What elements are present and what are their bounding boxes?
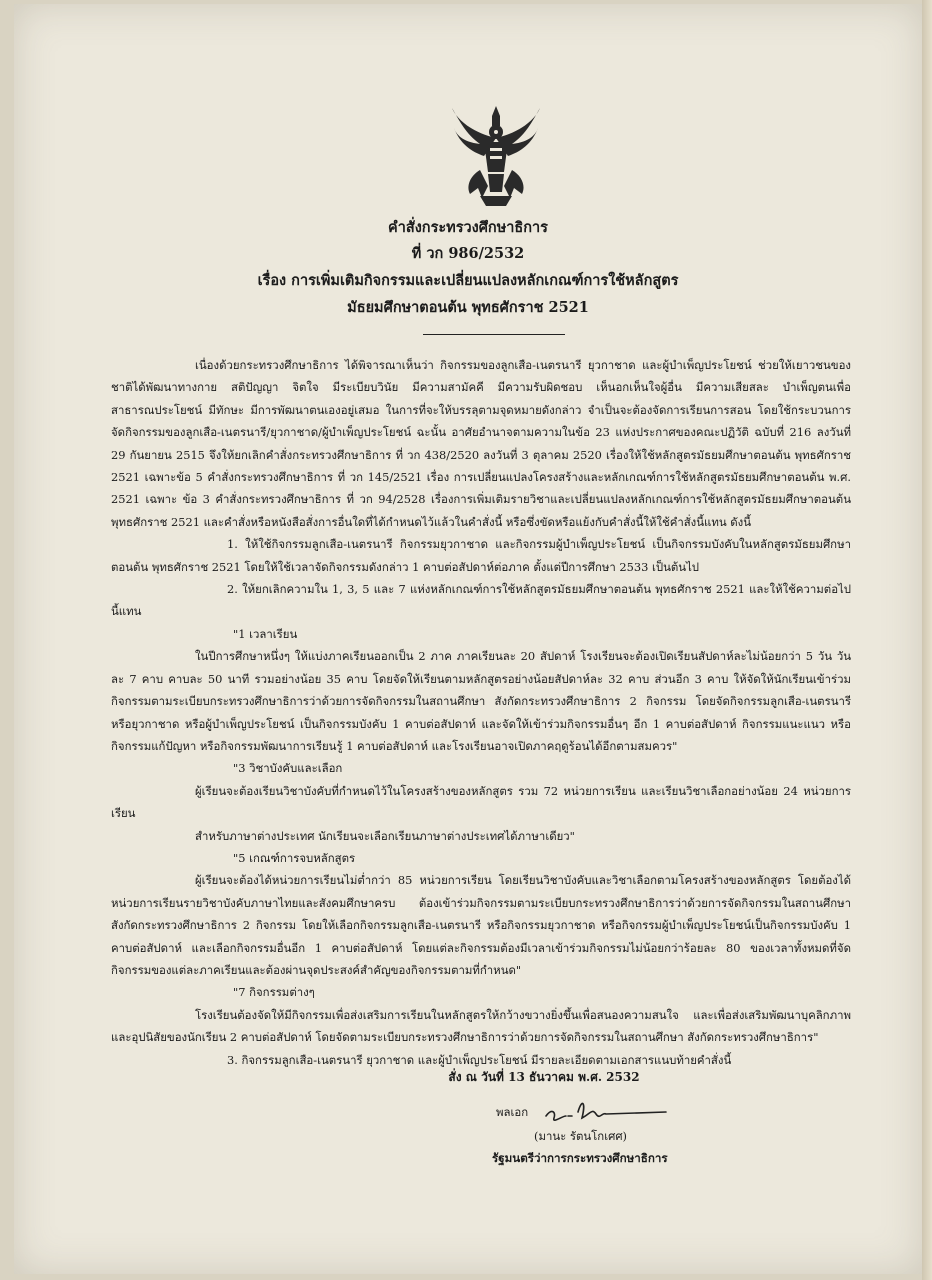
section-5-text: ผู้เรียนจะต้องได้หน่วยการเรียนไม่ต่ำกว่า 85 หน่วยการเรียน โดยเรียนวิชาบังคับและวิชาเลือกตามโครงสร้างของหลักสูตร โดยต้องได้หน่วยการเรียนรายวิชาบังคับภาษาไทยและสังคมศึกษาครบ ต้องเข้าร่วมกิจกรรมตามระเบียบกระทรวงศึกษาธิการว่าด้วยการจัดกิจกรรมในสถานศึกษา สังกัดกระทรวงศึกษาธิการ 2 กิจกรรม โดยให้เลือกกิจกรรมลูกเสือ-เนตรนารี หรือกิจกรรมยุวกาชาด หรือกิจกรรมผู้บำเพ็ญประโยชน์เป็นกิจกรรมบังคับ 1 คาบต่อสัปดาห์ และเลือกกิจกรรมอื่นอีก 1 คาบต่อสัปดาห์ โดยแต่ละกิจกรรมต้องมีเวลาเข้าร่วมกิจกรรมไม่น้อยกว่าร้อยละ 80 ของเวลาทั้งหมดที่จัดกิจกรรมของแต่ละภาคเรียนและต้องผ่านจุดประสงค์สำคัญของกิจกรรมตามที่กำหนด"	[111, 873, 851, 977]
order-body	[111, 354, 851, 1071]
section-3-text: ผู้เรียนจะต้องเรียนวิชาบังคับที่กำหนดไว้ในโครงสร้างของหลักสูตร รวม 72 หน่วยการเรียน และเรียนวิชาเลือกอย่างน้อย 24 หน่วยการเรียน	[111, 783, 851, 821]
signatory-name: (มานะ รัตนโกเศศ)	[534, 1129, 627, 1143]
section-1-text: ในปีการศึกษาหนึ่งๆ ให้แบ่งภาคเรียนออกเป็น 2 ภาค ภาคเรียนละ 20 สัปดาห์ โรงเรียนจะต้องเปิดเรียนสัปดาห์ละไม่น้อยกว่า 5 วัน วันละ 7 คาบ คาบละ 50 นาที รวมอย่างน้อย 35 คาบ โดยจัดให้เรียนตามหลักสูตรอย่างน้อยสัปดาห์ละ 32 คาบ ส่วนอีก 3 คาบ ให้จัดให้นักเรียนเข้าร่วมกิจกรรมตามระเบียบกระทรวงศึกษาธิการว่าด้วยการจัดกิจกรรมในสถานศึกษา สังกัดกระทรวงศึกษาธิการ 2 กิจกรรม โดยจัดกิจกรรมลูกเสือ-เนตรนารี หรือยุวกาชาด หรือผู้บำเพ็ญประโยชน์ เป็นกิจกรรมบังคับ 1 คาบต่อสัปดาห์ และจัดให้เข้าร่วมกิจกรรมอื่นๆ อีก 1 คาบต่อสัปดาห์ กิจกรรมแนะแนว หรือกิจกรรมแก้ปัญหา หรือกิจกรรมพัฒนาการเรียนรู้ 1 คาบต่อสัปดาห์ และโรงเรียนอาจเปิดภาคฤดูร้อนได้อีกตามสมควร"	[111, 649, 851, 753]
section-3-text-2: สำหรับภาษาต่างประเทศ นักเรียนจะเลือกเรียนภาษาต่างประเทศได้ภาษาเดียว"	[195, 828, 575, 843]
garuda-emblem-icon	[450, 104, 542, 208]
ministry-order-title: คำสั่งกระทรวงศึกษาธิการ	[388, 219, 548, 236]
intro-paragraph: เนื่องด้วยกระทรวงศึกษาธิการ ได้พิจารณาเห็นว่า กิจกรรมของลูกเสือ-เนตรนารี ยุวกาชาด และผู้บำเพ็ญประโยชน์ ช่วยให้เยาวชนของชาติได้พัฒนาทางกาย สติปัญญา จิตใจ มีระเบียบวินัย มีความสามัคคี มีความรับผิดชอบ เห็นอกเห็นใจผู้อื่น มีความเสียสละ บำเพ็ญตนเพื่อสาธารณประโยชน์ มีทักษะ มีการพัฒนาตนเองอยู่เสมอ ในการที่จะให้บรรลุตามจุดหมายดังกล่าว จำเป็นจะต้องจัดการเรียนการสอน โดยใช้กระบวนการจัดกิจกรรมของลูกเสือ-เนตรนารี/ยุวกาชาด/ผู้บำเพ็ญประโยชน์ ฉะนั้น อาศัยอำนาจตามความในข้อ 23 แห่งประกาศของคณะปฏิวัติ ฉบับที่ 216 ลงวันที่ 29 กันยายน 2515 จึงให้ยกเลิกคำสั่งกระทรวงศึกษาธิการ ที่ วก 438/2520 ลงวันที่ 3 ตุลาคม 2520 เรื่องให้ใช้หลักสูตรมัธยมศึกษาตอนต้น พุทธศักราช 2521 เฉพาะข้อ 5 คำสั่งกระทรวงศึกษาธิการ ที่ วก 145/2521 เรื่อง การเปลี่ยนแปลงโครงสร้างและหลักเกณฑ์การใช้หลักสูตรมัธยมศึกษาตอนต้น พ.ศ. 2521 เฉพาะ ข้อ 3 คำสั่งกระทรวงศึกษาธิการ ที่ วก 94/2528 เรื่องการเพิ่มเติมรายวิชาและเปลี่ยนแปลงหลักเกณฑ์การใช้หลักสูตรมัธยมศึกษาตอนต้น พุทธศักราช 2521 และคำสั่งหรือหนังสือสั่งการอื่นใดที่ได้กำหนดไว้แล้วในคำสั่งนี้ หรือซึ่งขัดหรือแย้งกับคำสั่งนี้ให้ใช้คำสั่งนี้แทน ดังนี้	[111, 358, 851, 529]
subject-line-2: มัธยมศึกษาตอนต้น พุทธศักราช 2521	[347, 299, 589, 316]
item-3: 3. กิจกรรมลูกเสือ-เนตรนารี ยุวกาชาด และผู้บำเพ็ญประโยชน์ มีรายละเอียดตามเอกสารแนบท้ายคำสั่งนี้	[227, 1052, 732, 1067]
section-1-title: "1 เวลาเรียน	[233, 626, 298, 641]
section-7-title: "7 กิจกรรมต่างๆ	[233, 985, 315, 1000]
document-page	[14, 4, 922, 1274]
section-3-title: "3 วิชาบังคับและเลือก	[233, 761, 343, 776]
title-divider	[423, 334, 565, 335]
signatory-title: รัฐมนตรีว่าการกระทรวงศึกษาธิการ	[492, 1151, 668, 1165]
section-5-title: "5 เกณฑ์การจบหลักสูตร	[233, 850, 356, 865]
section-7-text: โรงเรียนต้องจัดให้มีกิจกรรมเพื่อส่งเสริมการเรียนในหลักสูตรให้กว้างขวางยิ่งขึ้นเพื่อสนองความสนใจ และเพื่อส่งเสริมพัฒนาบุคลิกภาพและอุปนิสัยของนักเรียน 2 คาบต่อสัปดาห์ โดยจัดตามระเบียบกระทรวงศึกษาธิการว่าด้วยการจัดกิจกรรมในสถานศึกษา สังกัดกระทรวงศึกษาธิการ"	[111, 1007, 851, 1045]
item-2: 2. ให้ยกเลิกความใน 1, 3, 5 และ 7 แห่งหลักเกณฑ์การใช้หลักสูตรมัธยมศึกษาตอนต้น พุทธศักราช 2521 และให้ใช้ความต่อไปนี้แทน	[111, 582, 851, 619]
order-date: สั่ง ณ วันที่ 13 ธันวาคม พ.ศ. 2532	[448, 1070, 640, 1084]
page-edge	[922, 0, 932, 1280]
signatory-rank: พลเอก	[496, 1105, 529, 1119]
item-1: 1. ให้ใช้กิจกรรมลูกเสือ-เนตรนารี กิจกรรมยุวกาชาด และกิจกรรมผู้บำเพ็ญประโยชน์ เป็นกิจกรรมบังคับในหลักสูตรมัธยมศึกษาตอนต้น พุทธศักราช 2521 โดยให้ใช้เวลาจัดกิจกรรมดังกล่าว 1 คาบต่อสัปดาห์ต่อภาค ตั้งแต่ปีการศึกษา 2533 เป็นต้นไป	[111, 537, 851, 574]
subject-line-1: เรื่อง การเพิ่มเติมกิจกรรมและเปลี่ยนแปลงหลักเกณฑ์การใช้หลักสูตร	[257, 272, 679, 289]
signature-icon	[542, 1094, 672, 1128]
order-number: ที่ วก 986/2532	[411, 245, 525, 262]
